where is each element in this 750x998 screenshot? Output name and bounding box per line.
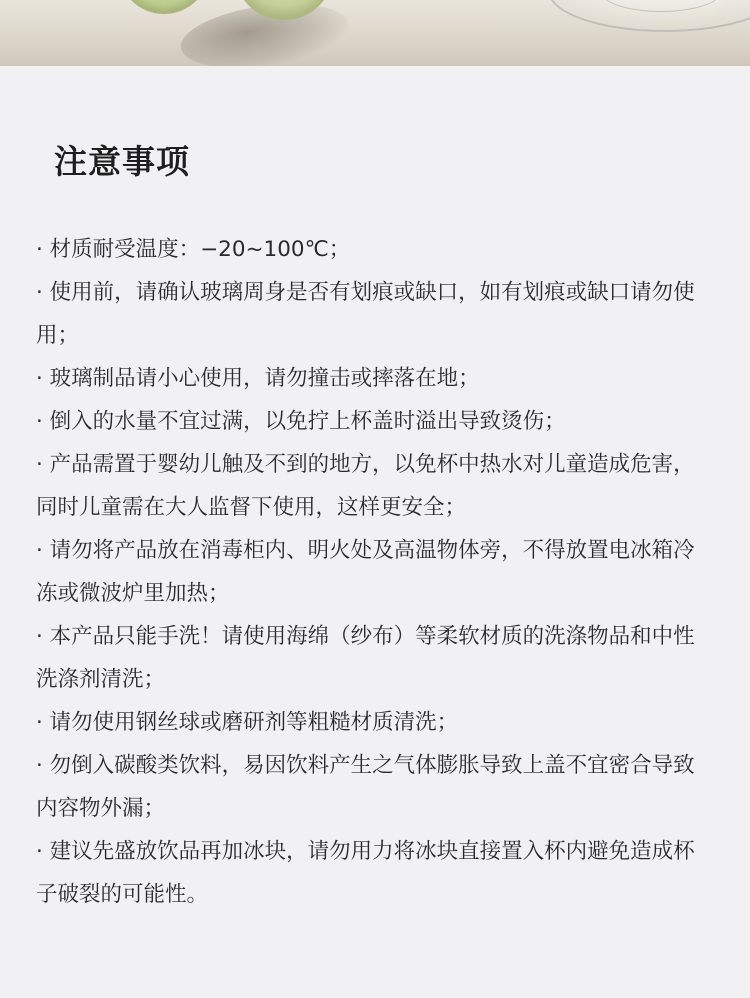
list-item: · 材质耐受温度：−20~100℃；	[36, 237, 351, 262]
list-item: · 建议先盛放饮品再加冰块，请勿用力将冰块直接置入杯内避免造成杯子破裂的可能性。	[36, 839, 695, 907]
list-item: · 产品需置于婴幼儿触及不到的地方，以免杯中热水对儿童造成危害，同时儿童需在大人监督下使用，这样更安全；	[36, 452, 695, 520]
list-item: · 请勿使用钢丝球或磨研剂等粗糙材质清洗；	[36, 710, 459, 735]
page-title: 注意事项	[54, 142, 190, 181]
list-item: · 本产品只能手洗！请使用海绵（纱布）等柔软材质的洗涤物品和中性洗涤剂清洗；	[36, 624, 695, 692]
list-item: · 勿倒入碳酸类饮料，易因饮料产生之气体膨胀导致上盖不宜密合导致内容物外漏；	[36, 753, 695, 821]
list-item: · 倒入的水量不宜过满，以免拧上杯盖时溢出导致烫伤；	[36, 409, 566, 434]
product-photo-banner	[0, 0, 750, 66]
list-item: · 请勿将产品放在消毒柜内、明火处及高温物体旁，不得放置电冰箱冷冻或微波炉里加热；	[36, 538, 695, 606]
precautions-list	[36, 228, 696, 916]
list-item: · 使用前，请确认玻璃周身是否有划痕或缺口，如有划痕或缺口请勿使用；	[36, 280, 695, 348]
list-item: · 玻璃制品请小心使用，请勿撞击或摔落在地；	[36, 366, 480, 391]
green-cup-left	[118, 0, 210, 14]
